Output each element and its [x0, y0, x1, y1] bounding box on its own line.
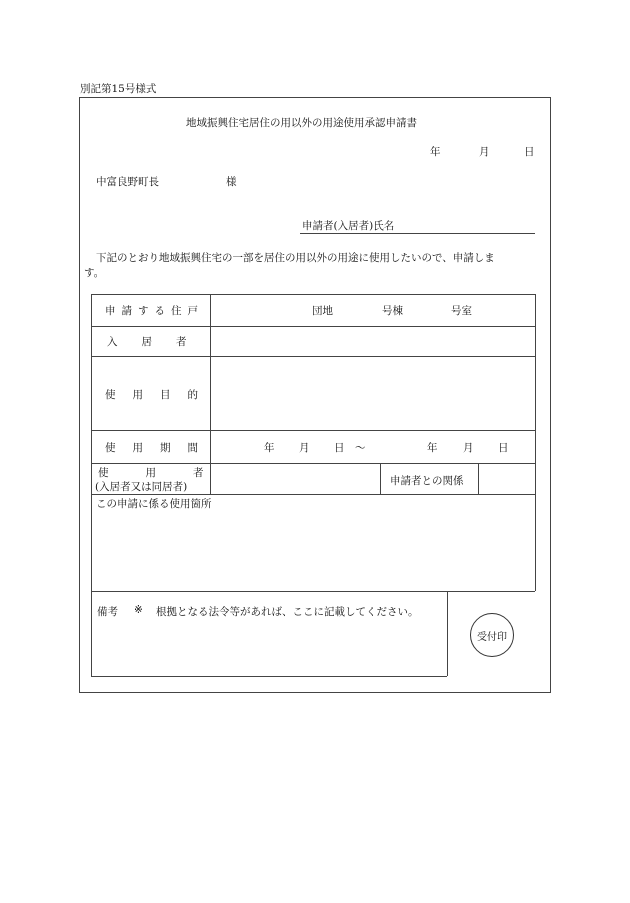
period-year-1: 年 — [264, 442, 275, 454]
intro-line-2: す。 — [84, 267, 105, 279]
remarks-text: 根拠となる法令等があれば、ここに記載してください。 — [156, 606, 419, 618]
dwelling-goto: 号棟 — [382, 305, 403, 317]
dwelling-goshitsu: 号室 — [451, 305, 472, 317]
reception-stamp — [470, 613, 514, 657]
remarks-label: 備考 — [97, 606, 118, 618]
date-day: 日 — [524, 146, 535, 158]
location-label: この申請に係る使用箇所 — [96, 498, 212, 510]
form-number: 別記第15号様式 — [80, 83, 157, 95]
period-year-2: 年 — [427, 442, 438, 454]
date-year: 年 — [430, 146, 441, 158]
period-day-1: 日 — [334, 442, 345, 454]
reception-stamp-label: 受付印 — [477, 631, 507, 643]
addressee-name: 中富良野町長 — [96, 176, 159, 188]
period-label: 使用期間 — [105, 442, 215, 454]
period-day-2: 日 — [498, 442, 509, 454]
period-month-2: 月 — [463, 442, 474, 454]
relation-label: 申請者との関係 — [390, 475, 464, 487]
period-month-1: 月 — [299, 442, 310, 454]
resident-label: 入居者 — [107, 336, 211, 348]
purpose-label: 使用目的 — [105, 389, 215, 401]
date-month: 月 — [479, 146, 490, 158]
user-sub-label: (入居者又は同居者) — [95, 481, 188, 493]
form-title: 地域振興住宅居住の用以外の用途使用承認申請書 — [186, 117, 417, 129]
dwelling-danchi: 団地 — [312, 305, 333, 317]
addressee-honorific: 様 — [226, 176, 237, 188]
remarks-mark: ※ — [134, 604, 143, 616]
applicant-name-line — [300, 233, 535, 234]
user-label: 使用者 — [98, 467, 241, 479]
applicant-label: 申請者(入居者)氏名 — [302, 220, 395, 232]
period-tilde: ～ — [355, 442, 366, 454]
dwelling-label: 申請する住戸 — [105, 305, 204, 317]
intro-line-1: 下記のとおり地域振興住宅の一部を居住の用以外の用途に使用したいので、申請しま — [96, 252, 495, 264]
